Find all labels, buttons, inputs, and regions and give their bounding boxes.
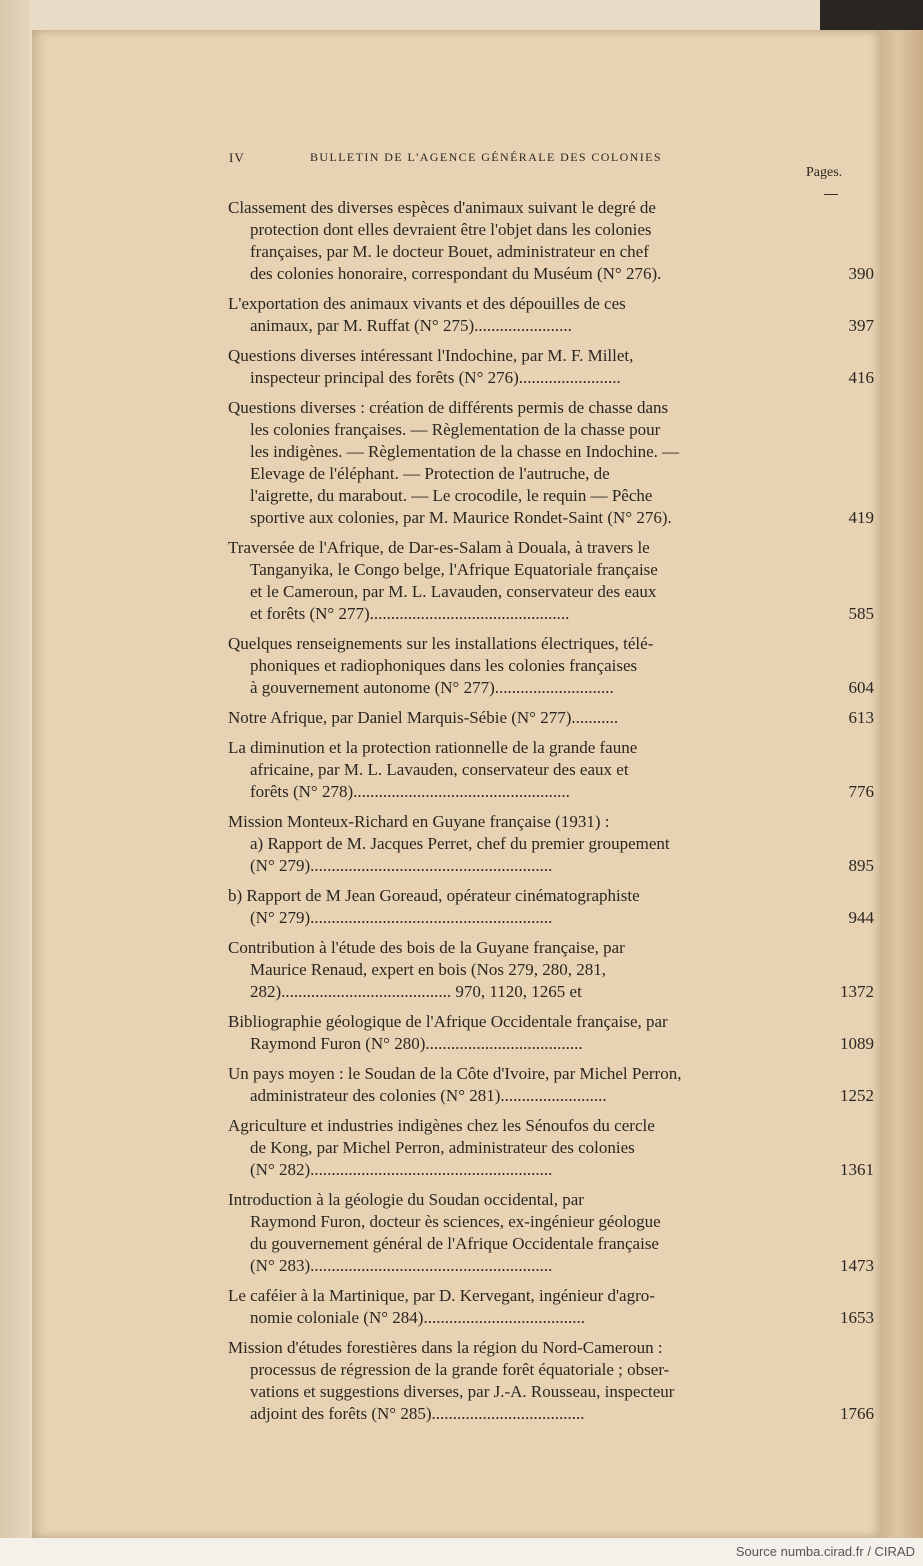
toc-entry-line: Elevage de l'éléphant. — Protection de l'autruche, de xyxy=(250,464,610,483)
pages-column-rule xyxy=(824,194,838,195)
toc-entry-page: 390 xyxy=(848,264,874,283)
toc-entry xyxy=(228,293,874,337)
toc-entry-page: 895 xyxy=(848,856,874,875)
toc-entry-line: Bibliographie géologique de l'Afrique Occidentale française, par xyxy=(228,1012,668,1031)
toc-entry-line: Questions diverses : création de différents permis de chasse dans xyxy=(228,398,669,417)
toc-entry xyxy=(228,345,874,389)
left-page-edge xyxy=(0,0,30,1538)
toc-entry xyxy=(228,937,874,1003)
toc-entry-page: 416 xyxy=(848,368,874,387)
toc-entry-line: les indigènes. — Règlementation de la chasse en Indochine. — xyxy=(250,442,680,461)
toc-entry-line: Raymond Furon, docteur ès sciences, ex-ingénieur géologue xyxy=(250,1212,661,1231)
toc-entry xyxy=(228,397,874,529)
toc-entry-page: 1361 xyxy=(840,1160,874,1179)
toc-entry-line: adjoint des forêts (N° 285).................................... xyxy=(250,1404,585,1423)
toc-entry-line: (N° 279)......................................................... xyxy=(250,908,553,927)
toc-entry-line: Introduction à la géologie du Soudan occidental, par xyxy=(228,1190,584,1209)
toc-entry xyxy=(228,1011,874,1055)
toc-entry-line: les colonies françaises. — Règlementation de la chasse pour xyxy=(250,420,661,439)
toc-entry-line: françaises, par M. le docteur Bouet, administrateur en chef xyxy=(250,242,649,261)
toc-entry xyxy=(228,811,874,877)
toc-entry-line: à gouvernement autonome (N° 277)............................ xyxy=(250,678,614,697)
source-credit: Source numba.cirad.fr / CIRAD xyxy=(735,1544,915,1559)
toc-entry-line: sportive aux colonies, par M. Maurice Rondet-Saint (N° 276). xyxy=(250,508,672,527)
running-title: BULLETIN DE L'AGENCE GÉNÉRALE DES COLONIES xyxy=(310,150,662,164)
toc-entry-line: animaux, par M. Ruffat (N° 275)....................... xyxy=(250,316,572,335)
toc-entry-page: 613 xyxy=(848,708,874,727)
toc-entry-page: 776 xyxy=(848,782,874,801)
toc-entry-line: Raymond Furon (N° 280)..................................... xyxy=(250,1034,583,1053)
toc-entry-line: inspecteur principal des forêts (N° 276)........................ xyxy=(250,368,621,387)
toc-entry-line: forêts (N° 278)................................................... xyxy=(250,782,570,801)
toc-entry-line: des colonies honoraire, correspondant du Muséum (N° 276). xyxy=(250,264,662,283)
toc-entry-line: Quelques renseignements sur les installations électriques, télé- xyxy=(228,634,654,653)
toc-entry xyxy=(228,1285,874,1329)
toc-entry-line: b) Rapport de M Jean Goreaud, opérateur cinématographiste xyxy=(228,886,640,905)
toc-entry-line: Un pays moyen : le Soudan de la Côte d'Ivoire, par Michel Perron, xyxy=(228,1064,682,1083)
toc-entry-page: 944 xyxy=(848,908,874,927)
toc-entry-line: Questions diverses intéressant l'Indochine, par M. F. Millet, xyxy=(228,346,634,365)
toc-entry-line: Mission d'études forestières dans la région du Nord-Cameroun : xyxy=(228,1338,663,1357)
toc-entry xyxy=(228,1063,874,1107)
toc-entry-line: administrateur des colonies (N° 281)......................... xyxy=(250,1086,607,1105)
toc-entry-line: (N° 279)......................................................... xyxy=(250,856,553,875)
pages-column-label: Pages. xyxy=(806,165,843,180)
toc-entry xyxy=(228,1337,874,1425)
toc-entry-line: Mission Monteux-Richard en Guyane française (1931) : xyxy=(228,812,610,831)
toc-entry-line: 282)........................................ 970, 1120, 1265 et xyxy=(250,982,582,1001)
toc-entry-page: 1653 xyxy=(840,1308,874,1327)
toc-entry-line: et le Cameroun, par M. L. Lavauden, conservateur des eaux xyxy=(250,582,657,601)
toc-entry-line: africaine, par M. L. Lavauden, conservateur des eaux et xyxy=(250,760,629,779)
toc-entry-line: a) Rapport de M. Jacques Perret, chef du premier groupement xyxy=(250,834,670,853)
toc-entry xyxy=(228,537,874,625)
toc-entry-page: 1089 xyxy=(840,1034,874,1053)
toc-entry xyxy=(228,197,874,285)
toc-entry-line: l'aigrette, du marabout. — Le crocodile, le requin — Pêche xyxy=(250,486,653,505)
toc-entry-line: Contribution à l'étude des bois de la Guyane française, par xyxy=(228,938,625,957)
right-page-edge xyxy=(880,30,923,1538)
toc-entry-line: (N° 282)......................................................... xyxy=(250,1160,553,1179)
toc-entry-line: L'exportation des animaux vivants et des dépouilles de ces xyxy=(228,294,626,313)
page-number-roman: IV xyxy=(229,150,245,165)
toc-entry-line: processus de régression de la grande forêt équatoriale ; obser- xyxy=(250,1360,670,1379)
toc-entry-page: 1473 xyxy=(840,1256,874,1275)
toc-entry-line: Le caféier à la Martinique, par D. Kervegant, ingénieur d'agro- xyxy=(228,1286,655,1305)
toc-entry-line: du gouvernement général de l'Afrique Occidentale française xyxy=(250,1234,659,1253)
toc-entry-page: 604 xyxy=(848,678,874,697)
table-of-contents xyxy=(228,197,874,1433)
toc-entry-page: 1372 xyxy=(840,982,874,1001)
toc-entry xyxy=(228,707,874,729)
toc-entry xyxy=(228,885,874,929)
top-dark-strip xyxy=(820,0,923,30)
toc-entry xyxy=(228,737,874,803)
toc-entry xyxy=(228,1189,874,1277)
toc-entry-line: Traversée de l'Afrique, de Dar-es-Salam à Douala, à travers le xyxy=(228,538,650,557)
toc-entry-line: protection dont elles devraient être l'objet dans les colonies xyxy=(250,220,652,239)
toc-entry-line: (N° 283)......................................................... xyxy=(250,1256,553,1275)
toc-entry-line: Maurice Renaud, expert en bois (Nos 279, 280, 281, xyxy=(250,960,606,979)
toc-entry-line: vations et suggestions diverses, par J.-A. Rousseau, inspecteur xyxy=(250,1382,675,1401)
toc-entry-line: de Kong, par Michel Perron, administrateur des colonies xyxy=(250,1138,635,1157)
toc-entry-line: Tanganyika, le Congo belge, l'Afrique Equatoriale française xyxy=(250,560,658,579)
toc-entry-line: nomie coloniale (N° 284)...................................... xyxy=(250,1308,585,1327)
toc-entry xyxy=(228,1115,874,1181)
toc-entry-page: 585 xyxy=(848,604,874,623)
toc-entry-line: et forêts (N° 277)............................................... xyxy=(250,604,570,623)
toc-entry-line: Classement des diverses espèces d'animaux suivant le degré de xyxy=(228,198,656,217)
toc-entry-page: 397 xyxy=(848,316,874,335)
toc-entry-line: phoniques et radiophoniques dans les colonies françaises xyxy=(250,656,638,675)
toc-entry-line: Agriculture et industries indigènes chez les Sénoufos du cercle xyxy=(228,1116,655,1135)
toc-entry xyxy=(228,633,874,699)
toc-entry-page: 1766 xyxy=(840,1404,874,1423)
toc-entry-line: Notre Afrique, par Daniel Marquis-Sébie (N° 277)........... xyxy=(228,708,619,727)
toc-entry-line: La diminution et la protection rationnelle de la grande faune xyxy=(228,738,638,757)
toc-entry-page: 419 xyxy=(848,508,874,527)
toc-entry-page: 1252 xyxy=(840,1086,874,1105)
